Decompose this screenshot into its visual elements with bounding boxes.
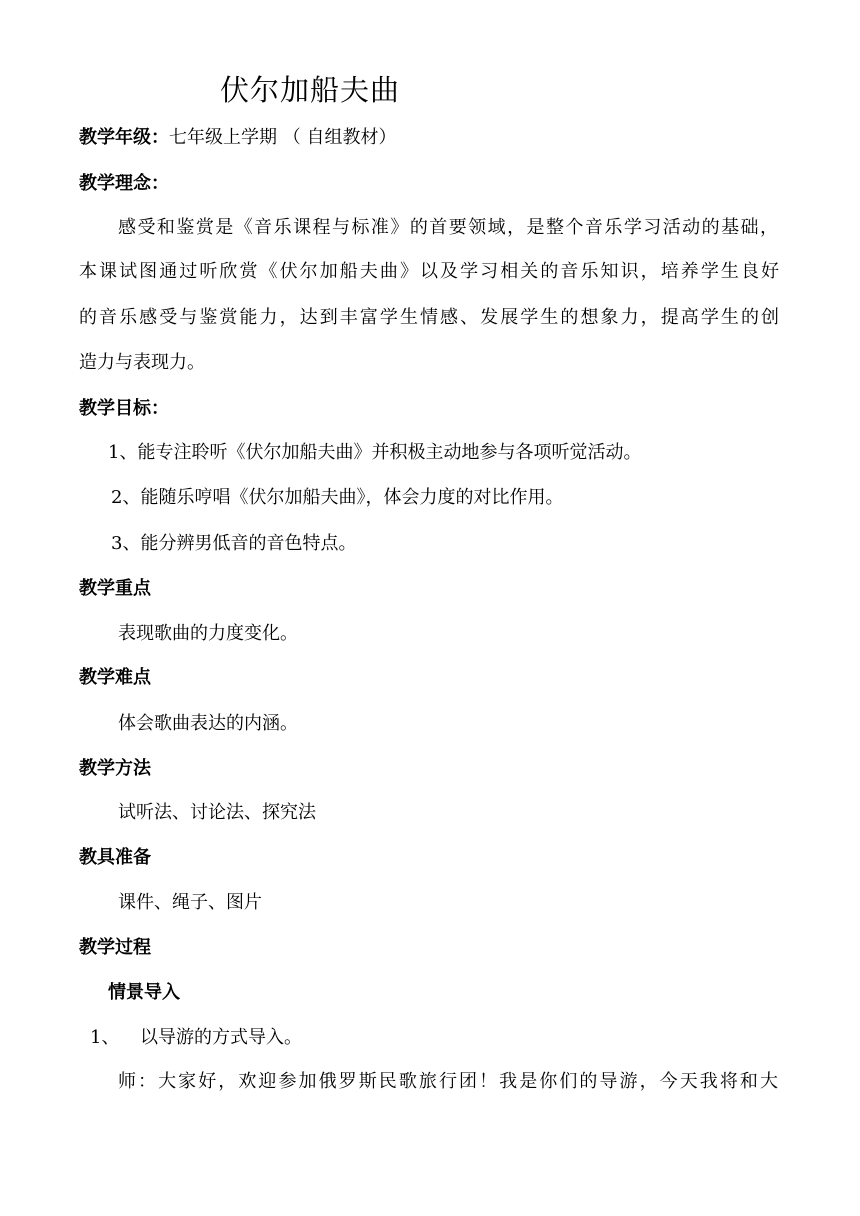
document-title: 伏尔加船夫曲 <box>220 73 401 107</box>
philosophy-line-1: 感受和鉴赏是《音乐课程与标准》的首要领域，是整个音乐学习活动的基础， <box>118 217 778 238</box>
philosophy-heading: 教学理念： <box>79 173 169 194</box>
philosophy-line-4: 造力与表现力。 <box>79 352 205 373</box>
key-points-heading: 教学重点 <box>79 578 151 599</box>
philosophy-line-2: 本课试图通过听欣赏《伏尔加船夫曲》以及学习相关的音乐知识，培养学生良好 <box>79 261 779 282</box>
philosophy-line-3: 的音乐感受与鉴赏能力，达到丰富学生情感、发展学生的想象力，提高学生的创 <box>79 307 779 328</box>
objective-item-2: 2、能随乐哼唱《伏尔加船夫曲》，体会力度的对比作用。 <box>111 487 564 508</box>
key-points-text: 表现歌曲的力度变化。 <box>118 623 298 644</box>
difficulties-text: 体会歌曲表达的内涵。 <box>118 713 298 734</box>
methods-heading: 教学方法 <box>79 758 151 779</box>
grade-label: 教学年级： <box>79 127 169 148</box>
difficulties-heading: 教学难点 <box>79 667 151 688</box>
methods-text: 试听法、讨论法、探究法 <box>118 802 316 823</box>
objective-item-3: 3、能分辨男低音的音色特点。 <box>111 533 357 554</box>
grade-value: 七年级上学期 （ 自组教材） <box>169 127 397 148</box>
materials-heading: 教具准备 <box>79 847 151 868</box>
objective-item-1: 1、能专注聆听《伏尔加船夫曲》并积极主动地参与各项听觉活动。 <box>108 442 642 463</box>
process-step-text: 以导游的方式导入。 <box>140 1027 302 1048</box>
process-step-number: 1、 <box>90 1027 120 1048</box>
materials-text: 课件、绳子、图片 <box>118 892 262 913</box>
process-dialogue: 师：大家好，欢迎参加俄罗斯民歌旅行团！我是你们的导游，今天我将和大 <box>118 1071 778 1092</box>
process-subheading: 情景导入 <box>108 982 180 1003</box>
objectives-heading: 教学目标： <box>79 398 169 419</box>
grade-row <box>79 125 396 151</box>
process-heading: 教学过程 <box>79 937 151 958</box>
